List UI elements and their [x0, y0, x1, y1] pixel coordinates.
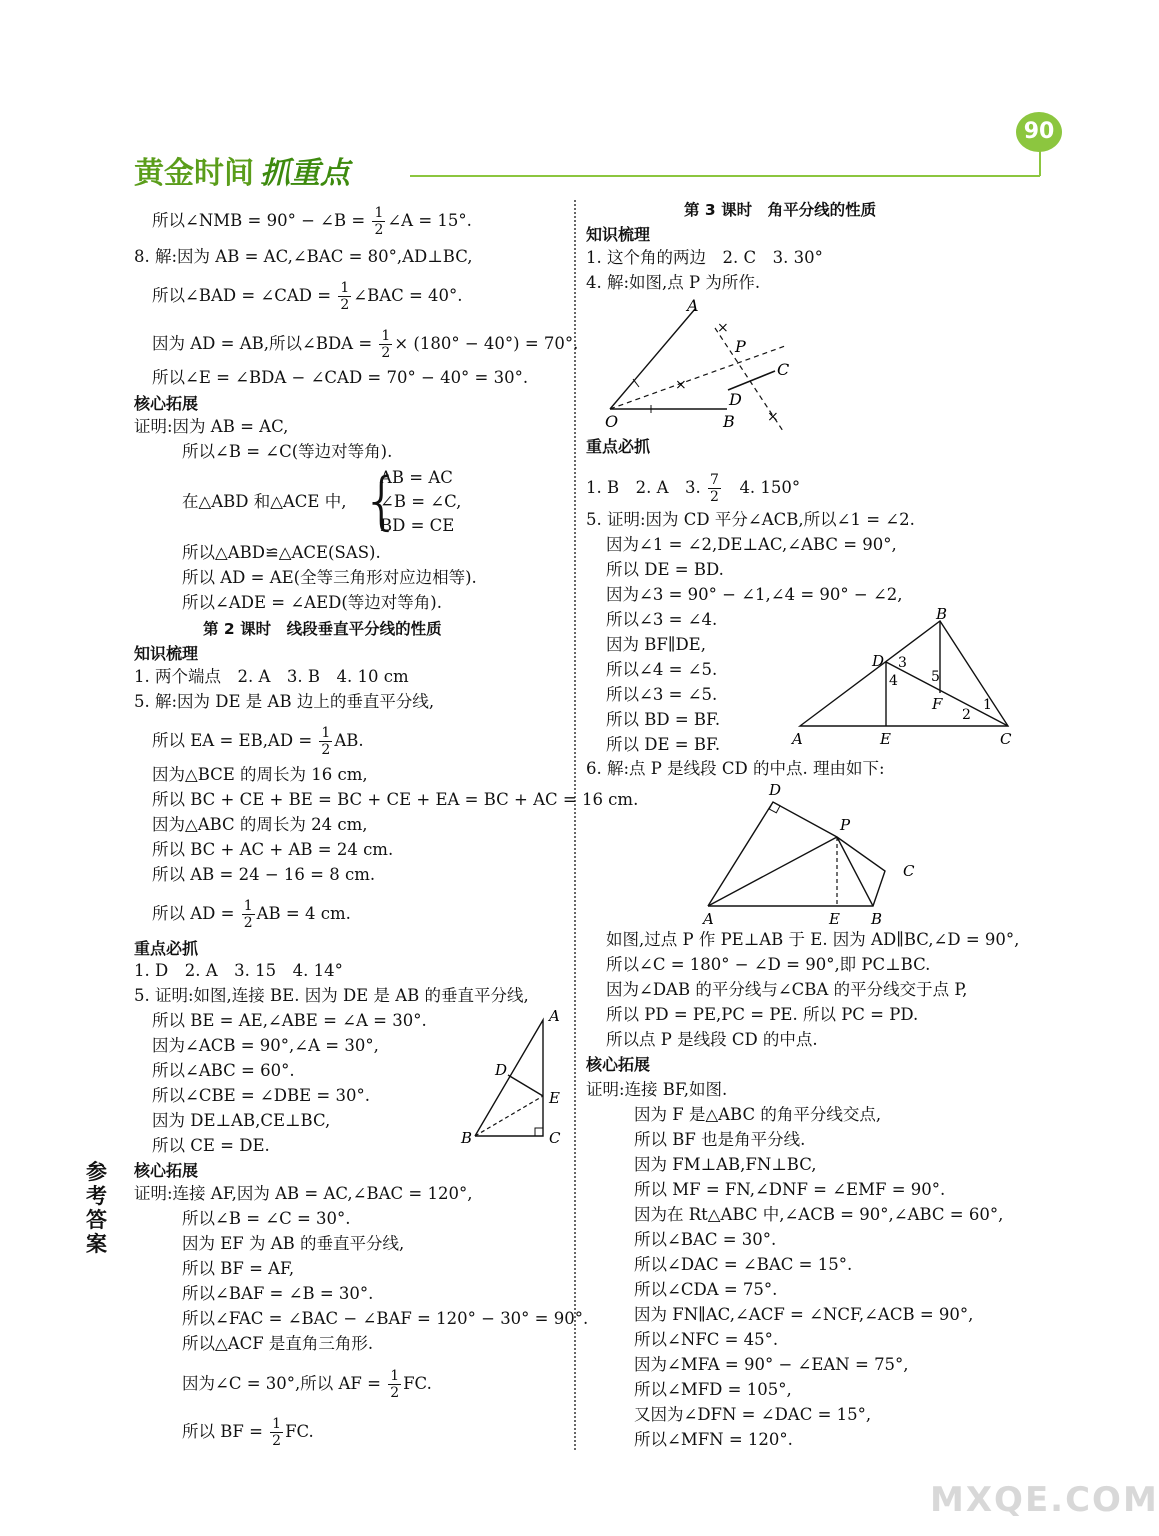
fraction: $\frac{1}{2}$ — [374, 205, 384, 238]
fig-label: B — [871, 910, 883, 928]
text-line: 所以∠DAC = ∠BAC = 15°. — [634, 1255, 853, 1274]
fig-label: D — [729, 390, 742, 409]
text-line: 所以∠C = 180° − ∠D = 90°,即 PC⊥BC. — [606, 955, 931, 974]
text-line: 5. 证明:如图,连接 BE. 因为 DE 是 AB 的垂直平分线, — [134, 986, 529, 1005]
text-line: 因为△ABC 的周长为 24 cm, — [152, 815, 368, 834]
text-line: 所以△ABD≌△ACE(SAS). — [182, 543, 381, 562]
side-label: 参考答案 — [86, 1160, 107, 1256]
column-divider — [574, 200, 576, 1450]
text-line: 所以点 P 是线段 CD 的中点. — [606, 1030, 818, 1049]
fig-label: E — [880, 730, 891, 748]
text: ∠BAC = 40°. — [353, 286, 463, 305]
fig-label: A — [703, 910, 714, 928]
text: 4. 150° — [722, 478, 801, 497]
text-line: 所以∠4 = ∠5. — [606, 660, 718, 679]
text-line — [152, 328, 578, 361]
fig-label: B — [723, 412, 735, 431]
brace: { — [362, 464, 402, 537]
text-line: 所以∠MFD = 105°, — [634, 1380, 792, 1399]
fig-label: 2 — [962, 707, 971, 723]
text: 所以 AD = — [152, 904, 240, 923]
text-line: 所以∠E = ∠BDA − ∠CAD = 70° − 40° = 30°. — [152, 368, 529, 387]
text-line — [182, 1416, 314, 1449]
text-line: 所以 BF = AF, — [182, 1259, 295, 1278]
fig-label: C — [777, 360, 790, 379]
text-line: 所以∠3 = ∠4. — [606, 610, 718, 629]
fig-label: P — [735, 337, 746, 356]
fraction: $\frac{1}{2}$ — [390, 1368, 400, 1401]
text-line: 1. D 2. A 3. 15 4. 14° — [134, 961, 343, 980]
text: FC. — [285, 1422, 314, 1441]
section-heading: 核心拓展 — [586, 1055, 651, 1074]
text-line: 因为 EF 为 AB 的垂直平分线, — [182, 1234, 405, 1253]
text-line: 所以∠FAC = ∠BAC − ∠BAF = 120° − 30° = 90°. — [182, 1309, 589, 1328]
figure-angle-bisector — [595, 295, 805, 435]
text-line: 因为 BF∥DE, — [606, 635, 706, 654]
text-line: 又因为∠DFN = ∠DAC = 15°, — [634, 1405, 872, 1424]
text-line: 因为△BCE 的周长为 16 cm, — [152, 765, 368, 784]
text: 因为∠C = 30°,所以 AF = — [182, 1374, 387, 1393]
text: × (180° − 40°) = 70°. — [394, 334, 579, 353]
text-line: AB = AC — [380, 468, 453, 487]
text-line — [152, 725, 364, 758]
logo-sub: 抓重点 — [260, 156, 350, 191]
text-line: 因为∠DAB 的平分线与∠CBA 的平分线交于点 P, — [606, 980, 968, 999]
svg-text:×: × — [717, 320, 729, 336]
section-heading: 重点必抓 — [586, 437, 651, 456]
text-line: 4. 解:如图,点 P 为所作. — [586, 273, 761, 292]
text-line: 所以∠NFC = 45°. — [634, 1330, 779, 1349]
fig-label: 4 — [889, 673, 898, 689]
text-line: 所以∠MFN = 120°. — [634, 1430, 793, 1449]
fraction: $\frac{1}{2}$ — [340, 280, 350, 313]
text-line: 因为∠3 = 90° − ∠1,∠4 = 90° − ∠2, — [606, 585, 903, 604]
text-line: 所以 MF = FN,∠DNF = ∠EMF = 90°. — [634, 1180, 946, 1199]
text-line: 因为 F 是△ABC 的角平分线交点, — [634, 1105, 882, 1124]
logo-text: 黄金时间 — [134, 156, 254, 191]
fig-label: 3 — [898, 655, 907, 671]
fig-label: E — [829, 910, 840, 928]
text-line: 因为∠1 = ∠2,DE⊥AC,∠ABC = 90°, — [606, 535, 897, 554]
section-heading: 知识梳理 — [134, 644, 199, 663]
text-line: 所以∠B = ∠C(等边对等角). — [182, 442, 393, 461]
text-line: 所以 DE = BF. — [606, 735, 721, 754]
text: FC. — [403, 1374, 432, 1393]
text-line — [152, 280, 463, 313]
figure-triangle-abc — [788, 605, 1028, 750]
text-line: 在△ABD 和△ACE 中, — [182, 492, 347, 511]
text-line: 6. 解:点 P 是线段 CD 的中点. 理由如下: — [586, 759, 885, 778]
lesson-title: 第 2 课时 线段垂直平分线的性质 — [203, 620, 442, 638]
lesson-title: 第 3 课时 角平分线的性质 — [684, 201, 877, 219]
text-line: 所以∠B = ∠C = 30°. — [182, 1209, 351, 1228]
text: AB = 4 cm. — [256, 904, 351, 923]
text-line: BD = CE — [380, 516, 455, 535]
section-heading: 核心拓展 — [134, 394, 199, 413]
text-line: 因为 DE⊥AB,CE⊥BC, — [152, 1111, 331, 1130]
fraction: $\frac{1}{2}$ — [243, 898, 253, 931]
text-line: 所以 CE = DE. — [152, 1136, 270, 1155]
text-line: 因为 FM⊥AB,FN⊥BC, — [634, 1155, 817, 1174]
text-line: 所以 DE = BD. — [606, 560, 724, 579]
fig-label: C — [903, 862, 915, 880]
fraction: $\frac{1}{2}$ — [381, 328, 391, 361]
logo — [134, 148, 350, 192]
text-line: 因为 FN∥AC,∠ACF = ∠NCF,∠ACB = 90°, — [634, 1305, 974, 1324]
svg-text:×: × — [675, 377, 687, 393]
text-line: 所以 AD = AE(全等三角形对应边相等). — [182, 568, 477, 587]
text-line: 所以∠ABC = 60°. — [152, 1061, 295, 1080]
text-line: 1. 这个角的两边 2. C 3. 30° — [586, 248, 823, 267]
svg-text:×: × — [767, 409, 779, 425]
fig-label: A — [792, 730, 803, 748]
text-line: 所以 BC + CE + BE = BC + CE + EA = BC + AC = 16 cm. — [152, 790, 639, 809]
text-line: 所以∠BAC = 30°. — [634, 1230, 777, 1249]
fig-label: B — [461, 1129, 473, 1147]
text: 所以 BF = — [182, 1422, 269, 1441]
fig-label: P — [840, 816, 851, 834]
figure-right-triangle — [455, 1005, 570, 1150]
fig-label: A — [687, 296, 699, 315]
text-line — [586, 472, 800, 505]
text-line: 8. 解:因为 AB = AC,∠BAC = 80°,AD⊥BC, — [134, 247, 473, 266]
text: 1. B 2. A 3. — [586, 478, 707, 497]
text-line: 所以∠3 = ∠5. — [606, 685, 718, 704]
text-line: 证明:连接 AF,因为 AB = AC,∠BAC = 120°, — [134, 1184, 473, 1203]
text-line: 所以∠CDA = 75°. — [634, 1280, 778, 1299]
text-line: 所以∠CBE = ∠DBE = 30°. — [152, 1086, 370, 1105]
text-line: 证明:连接 BF,如图. — [586, 1080, 728, 1099]
section-heading: 知识梳理 — [586, 225, 651, 244]
fraction: $\frac{7}{2}$ — [710, 472, 719, 505]
text: AB. — [334, 731, 364, 750]
section-heading: 重点必抓 — [134, 939, 199, 958]
text-line — [182, 1368, 432, 1401]
fig-label: B — [936, 605, 948, 623]
fig-label: 1 — [983, 697, 992, 713]
page-number-badge — [1016, 112, 1062, 152]
text-line: 所以 PD = PE,PC = PE. 所以 PC = PD. — [606, 1005, 919, 1024]
text: 所以 EA = EB,AD = — [152, 731, 318, 750]
fig-label: C — [549, 1129, 561, 1147]
fig-label: F — [932, 695, 943, 713]
text-line: 所以 BD = BF. — [606, 710, 721, 729]
text-line: 5. 解:因为 DE 是 AB 边上的垂直平分线, — [134, 692, 435, 711]
figure-trapezoid — [695, 780, 925, 930]
text-line: 因为∠MFA = 90° − ∠EAN = 75°, — [634, 1355, 909, 1374]
text: ∠A = 15°. — [387, 211, 472, 230]
section-heading: 核心拓展 — [134, 1161, 199, 1180]
text-line — [152, 898, 351, 931]
text-line: 所以△ACF 是直角三角形. — [182, 1334, 374, 1353]
fig-label: D — [495, 1061, 508, 1079]
text-line: 所以∠ADE = ∠AED(等边对等角). — [182, 593, 442, 612]
text-line — [152, 205, 472, 238]
text-line: 因为∠ACB = 90°,∠A = 30°, — [152, 1036, 379, 1055]
text: 所以∠BAD = ∠CAD = — [152, 286, 337, 305]
text-line: 因为在 Rt△ABC 中,∠ACB = 90°,∠ABC = 60°, — [634, 1205, 1004, 1224]
text-line: 所以 BE = AE,∠ABE = ∠A = 30°. — [152, 1011, 427, 1030]
fig-label: D — [872, 652, 885, 670]
fig-label: A — [549, 1007, 560, 1025]
fraction: $\frac{1}{2}$ — [321, 725, 331, 758]
watermark: MXQE.COM — [930, 1480, 1159, 1520]
fig-label: E — [549, 1089, 560, 1107]
text: 所以∠NMB = 90° − ∠B = — [152, 211, 371, 230]
fig-label: 5 — [931, 669, 940, 685]
text-line: ∠B = ∠C, — [380, 492, 462, 511]
text-line: 所以∠BAF = ∠B = 30°. — [182, 1284, 374, 1303]
text-line: 所以 BF 也是角平分线. — [634, 1130, 806, 1149]
text-line: 所以 BC + AC + AB = 24 cm. — [152, 840, 394, 859]
text-line: 如图,过点 P 作 PE⊥AB 于 E. 因为 AD∥BC,∠D = 90°, — [606, 930, 1020, 949]
fig-label: O — [605, 412, 619, 431]
fraction: $\frac{1}{2}$ — [272, 1416, 282, 1449]
text-line: 所以 AB = 24 − 16 = 8 cm. — [152, 865, 376, 884]
text-line: 5. 证明:因为 CD 平分∠ACB,所以∠1 = ∠2. — [586, 510, 915, 529]
page-number: 90 — [1023, 119, 1055, 144]
text-line: 1. 两个端点 2. A 3. B 4. 10 cm — [134, 667, 409, 686]
text-line: 证明:因为 AB = AC, — [134, 417, 289, 436]
text: 因为 AD = AB,所以∠BDA = — [152, 334, 378, 353]
fig-label: D — [769, 781, 782, 799]
fig-label: C — [1000, 730, 1012, 748]
